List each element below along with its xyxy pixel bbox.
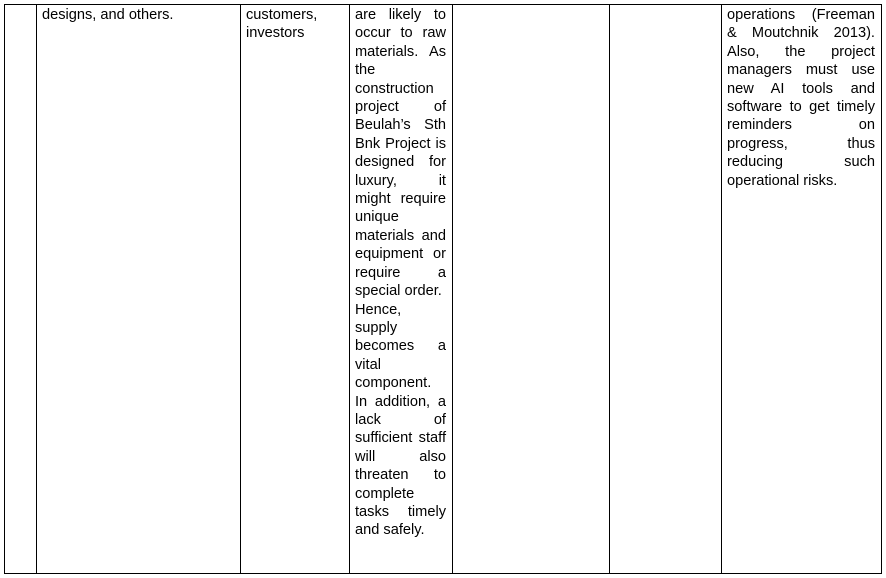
risk-table: [4, 4, 882, 574]
table-cell-mitigation: [722, 5, 882, 574]
cell-risk-paragraph: In addition, a lack of sufficient staff will also threaten to complete tasks timely and safely.: [355, 393, 446, 539]
cell-risk-paragraph: are likely to occur to raw materials. As the construction project of Beulah’s Sth Bnk Project is designed for luxury, it might require unique materials and equipment or require a special order.: [355, 7, 446, 300]
table-cell-empty-a: [453, 5, 610, 574]
table-row: [5, 5, 882, 574]
cell-risk-paragraph: Hence, supply becomes a vital component.: [355, 301, 446, 392]
table-cell-empty-b: [610, 5, 722, 574]
table-cell-stakeholders: [241, 5, 350, 574]
table-cell-index: [5, 5, 37, 574]
table-cell-description: [37, 5, 241, 574]
cell-stakeholders-text: customers, investors: [246, 7, 318, 42]
table-cell-risk-details: [350, 5, 453, 574]
cell-description-text: designs, and others.: [42, 7, 174, 23]
cell-mitigation-text: operations (Freeman & Moutchnik 2013). Also, the project managers must use new AI tools and software to get timely reminders on progress, thus reducing such operational risks.: [727, 7, 875, 189]
